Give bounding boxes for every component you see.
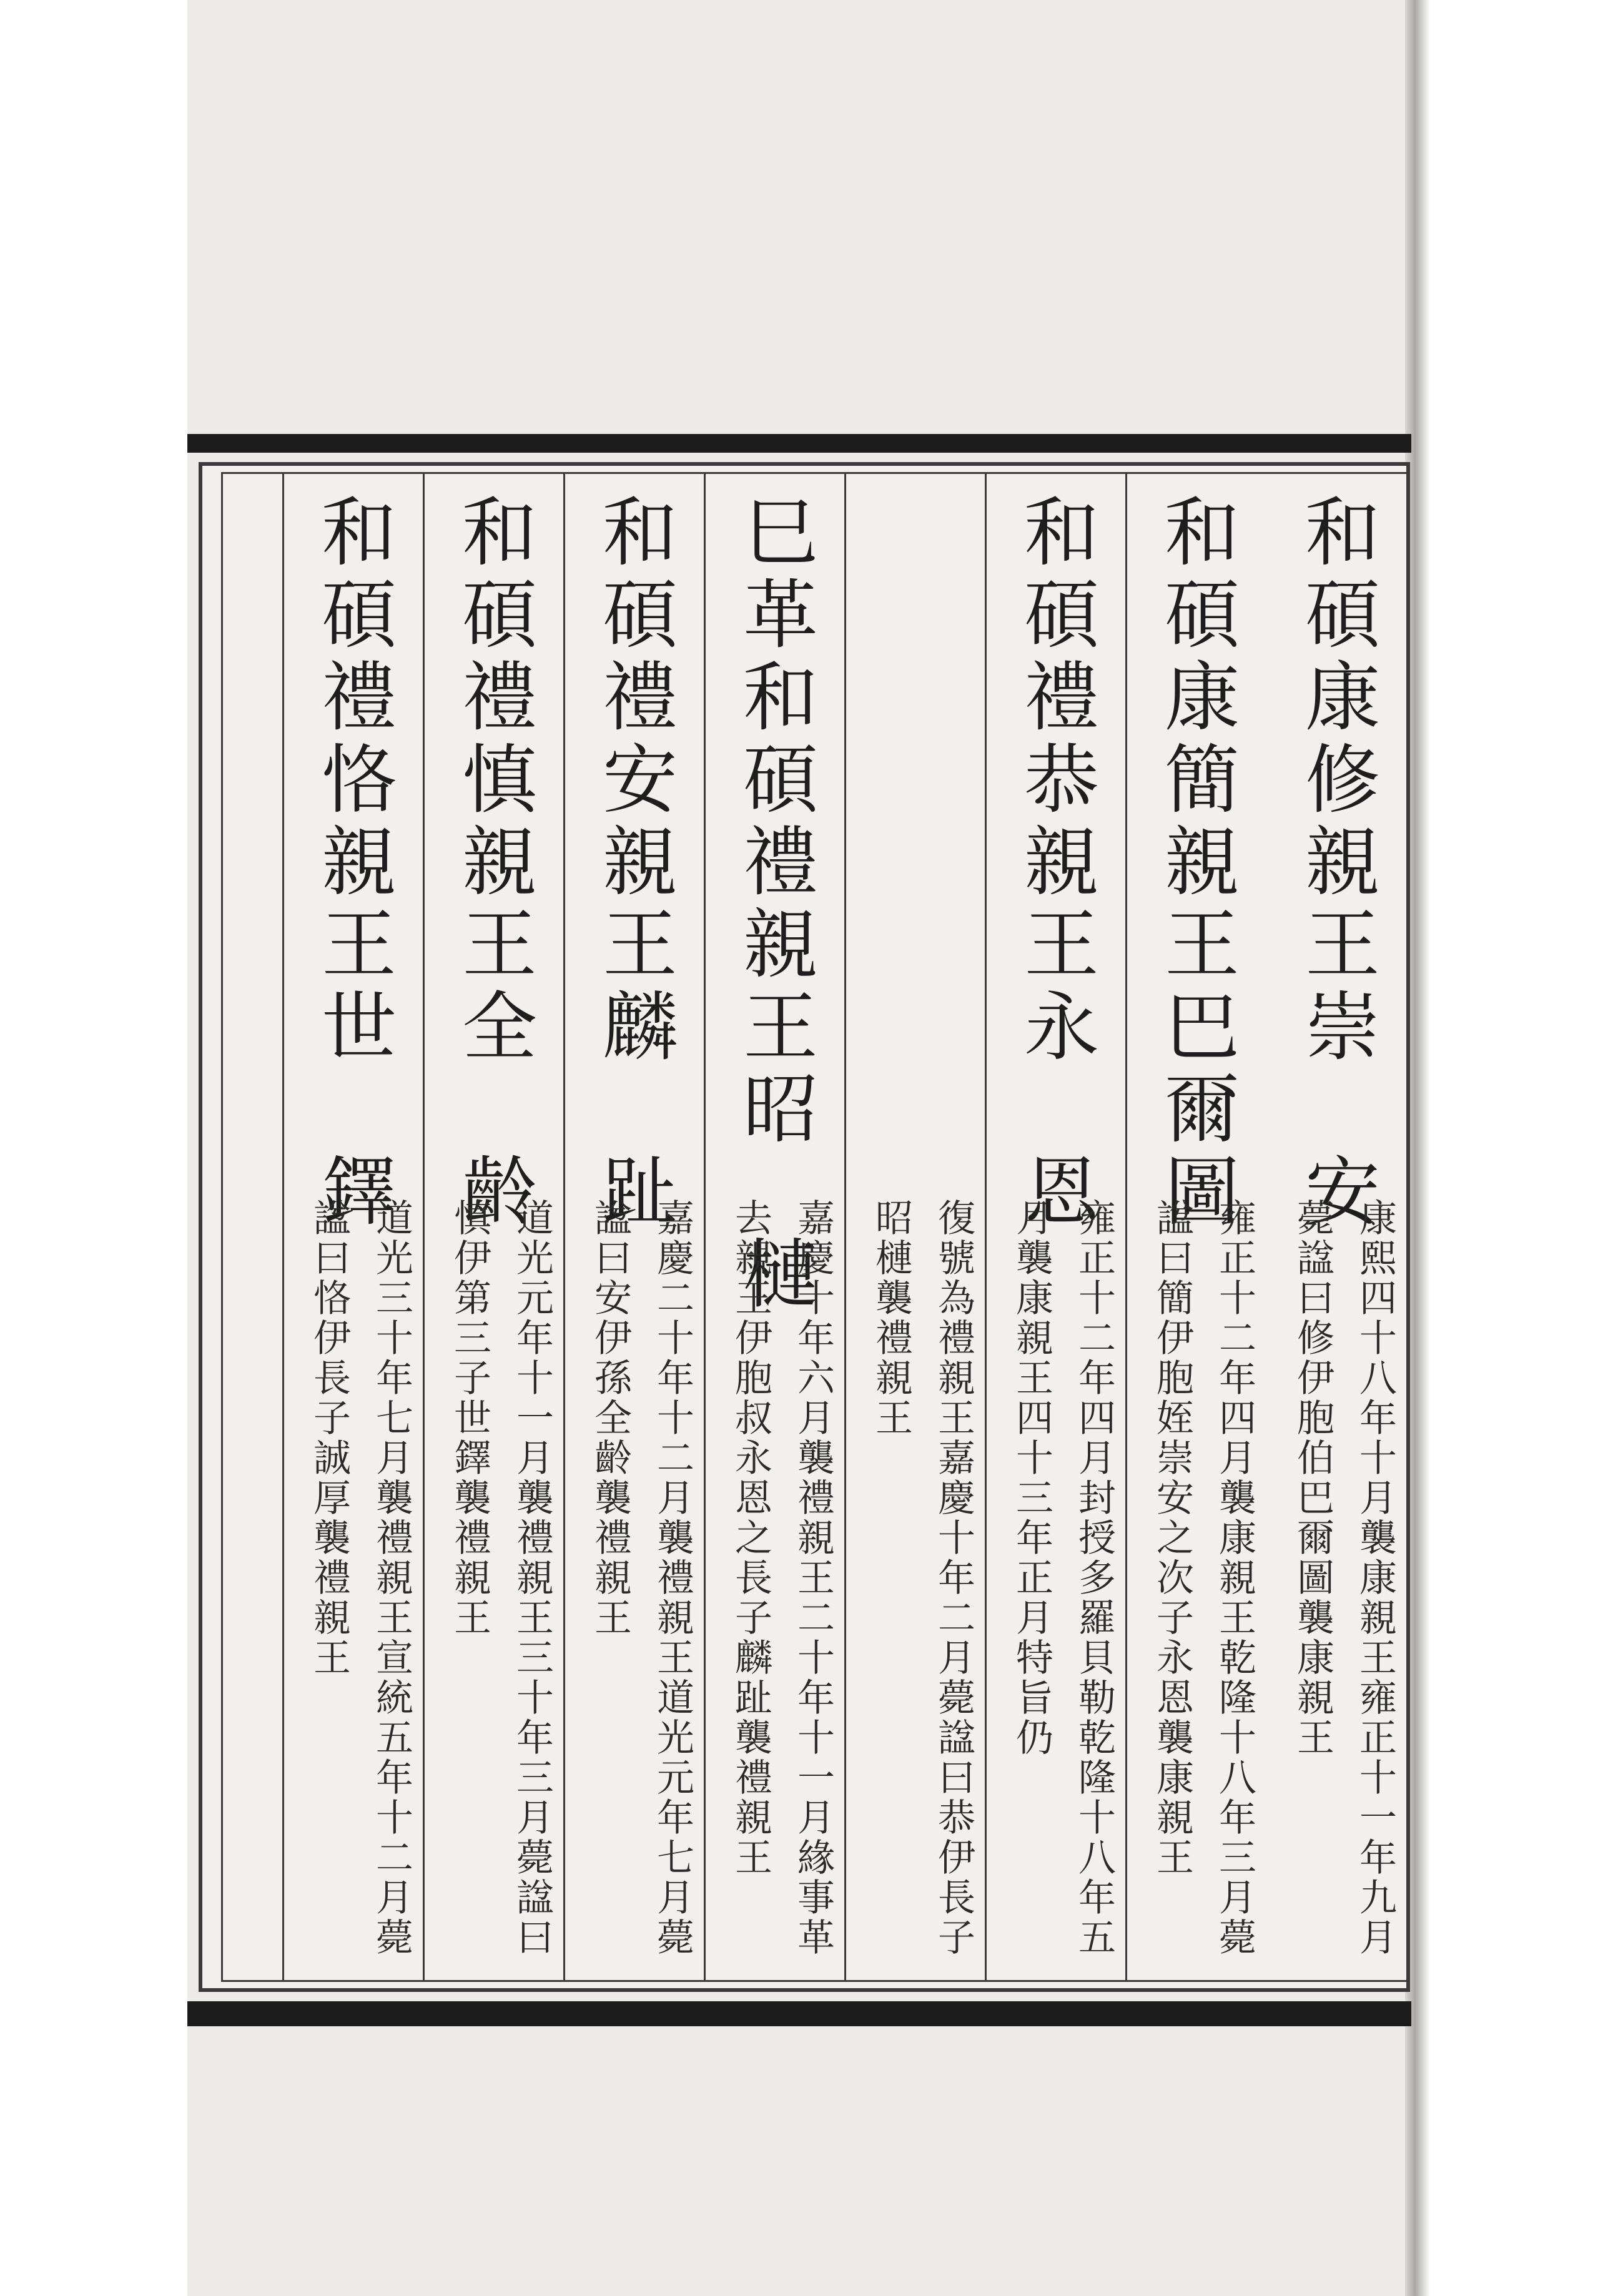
column-4-annotation: 復號為禮親王嘉慶十年二月薨諡曰恭伊長子昭槤襲禮親王 xyxy=(869,1198,975,1958)
column-8-annotation: 道光三十年七月襲禮親王宣統五年十二月薨諡曰恪伊長子誠厚襲禮親王 xyxy=(307,1198,413,1958)
column-2-entry-title: 和碩康簡親王巴爾圖 xyxy=(1152,493,1239,1234)
column-1-annotation: 康熙四十八年十月襲康親王雍正十一年九月薨諡曰修伊胞伯巴爾圖襲康親王 xyxy=(1291,1198,1397,1958)
column-8-entry-title: 和碩禮恪親王世 鐸 xyxy=(309,493,396,1234)
column-3 xyxy=(985,474,1125,1980)
column-1-entry-title: 和碩康修親王崇 安 xyxy=(1293,493,1379,1234)
bottom-border-band xyxy=(187,2001,1411,2026)
column-8 xyxy=(282,474,423,1980)
column-grid xyxy=(221,472,1406,1982)
column-3-entry-title: 和碩禮恭親王永 恩 xyxy=(1012,493,1098,1234)
column-4 xyxy=(844,474,985,1980)
column-6-annotation: 嘉慶二十年十二月襲禮親王道光元年七月薨諡曰安伊孫全齡襲禮親王 xyxy=(588,1198,694,1958)
column-7-annotation: 道光元年十一月襲禮親王三十年三月薨諡曰慎伊第三子世鐸襲禮親王 xyxy=(448,1198,554,1958)
column-2 xyxy=(1125,474,1266,1980)
text-frame xyxy=(199,462,1410,1992)
top-border-band xyxy=(187,434,1411,453)
column-5-annotation: 嘉慶十年六月襲禮親王二十年十一月緣事革去親王伊胞叔永恩之長子麟趾襲禮親王 xyxy=(729,1198,835,1958)
column-6-entry-title: 和碩禮安親王麟 趾 xyxy=(590,493,677,1234)
column-2-annotation: 雍正十二年四月襲康親王乾隆十八年三月薨諡曰簡伊胞姪崇安之次子永恩襲康親王 xyxy=(1150,1198,1256,1958)
column-5 xyxy=(704,474,844,1980)
column-7-entry-title: 和碩禮慎親王全 齡 xyxy=(450,493,536,1234)
column-5-entry-title: 巳革和碩禮親王昭 槤 xyxy=(731,493,817,1317)
column-7 xyxy=(423,474,563,1980)
column-1 xyxy=(1266,474,1406,1980)
column-6 xyxy=(563,474,704,1980)
column-3-annotation: 雍正十二年四月封授多羅貝勒乾隆十八年五月襲康親王四十三年正月特旨仍 xyxy=(1010,1198,1116,1958)
